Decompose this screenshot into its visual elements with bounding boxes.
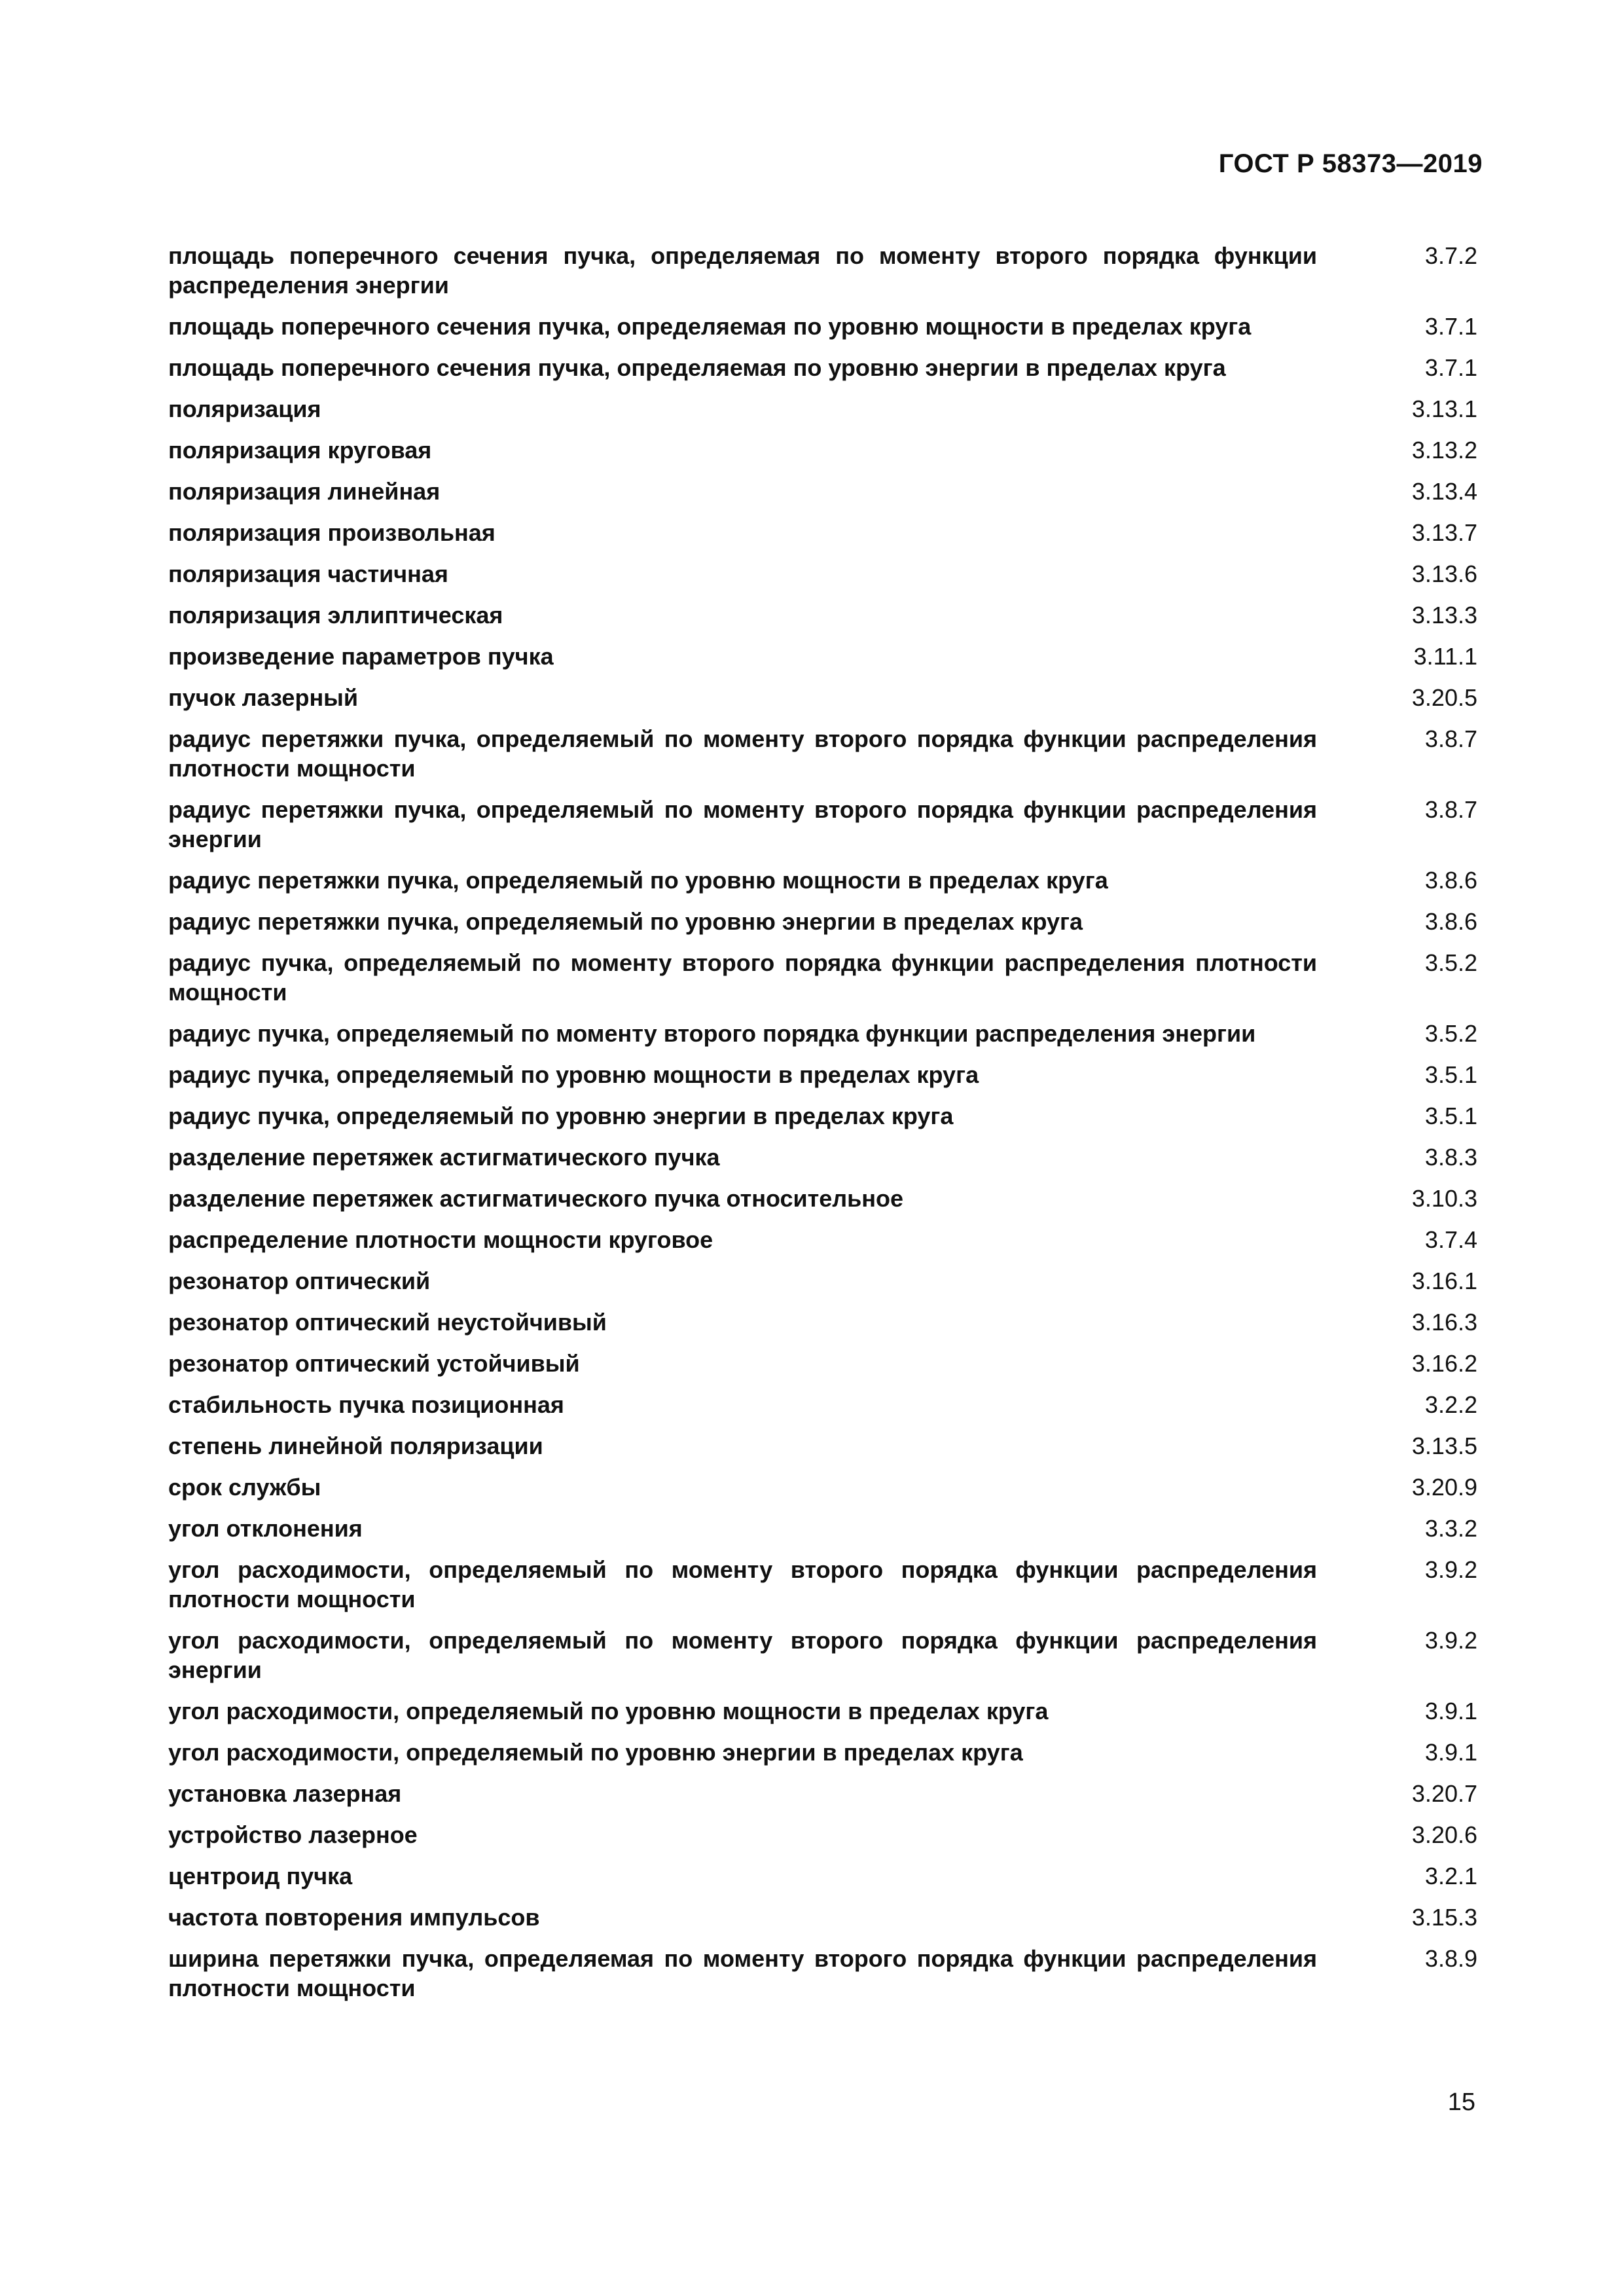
alphabetical-index-list	[168, 241, 1477, 2014]
index-term: срок службы	[168, 1474, 321, 1501]
index-entry	[168, 1060, 1477, 1089]
index-reference: 3.13.4	[1411, 478, 1477, 505]
index-entry	[168, 312, 1477, 341]
index-reference: 3.7.1	[1424, 354, 1477, 381]
index-term: частота повторения импульсов	[168, 1904, 540, 1931]
index-term: угол расходимости, определяемый по моменту второго порядка функции распределения плотности мощности	[168, 1556, 1317, 1613]
index-term: резонатор оптический	[168, 1267, 431, 1294]
index-term: устройство лазерное	[168, 1821, 418, 1848]
index-entry	[168, 866, 1477, 895]
page-number: 15	[1447, 2088, 1475, 2116]
index-entry	[168, 1142, 1477, 1172]
index-reference: 3.20.7	[1411, 1780, 1477, 1807]
index-reference: 3.10.3	[1411, 1185, 1477, 1212]
document-standard-header: ГОСТ Р 58373—2019	[1218, 149, 1483, 178]
index-reference: 3.5.1	[1424, 1102, 1477, 1129]
index-reference: 3.15.3	[1411, 1904, 1477, 1931]
index-reference: 3.8.6	[1424, 908, 1477, 935]
index-term: стабильность пучка позиционная	[168, 1391, 564, 1418]
index-entry	[168, 1626, 1477, 1685]
index-term: радиус перетяжки пучка, определяемый по моменту второго порядка функции распределения энергии	[168, 796, 1317, 852]
index-reference: 3.7.4	[1424, 1226, 1477, 1253]
index-entry	[168, 1431, 1477, 1461]
index-reference: 3.5.1	[1424, 1061, 1477, 1088]
index-term: радиус пучка, определяемый по моменту второго порядка функции распределения плотности мощности	[168, 949, 1317, 1006]
index-reference: 3.13.1	[1411, 395, 1477, 422]
index-term: произведение параметров пучка	[168, 643, 554, 670]
index-term: поляризация частичная	[168, 560, 448, 587]
index-entry	[168, 1101, 1477, 1131]
index-term: распределение плотности мощности круговое	[168, 1226, 713, 1253]
index-entry	[168, 353, 1477, 382]
index-entry	[168, 435, 1477, 465]
index-reference: 3.9.1	[1424, 1698, 1477, 1724]
index-entry	[168, 1019, 1477, 1048]
index-term: поляризация произвольная	[168, 519, 496, 546]
index-reference: 3.8.9	[1424, 1945, 1477, 1972]
index-reference: 3.7.1	[1424, 313, 1477, 340]
index-entry	[168, 1514, 1477, 1543]
index-entry	[168, 948, 1477, 1007]
index-term: поляризация эллиптическая	[168, 602, 503, 629]
index-entry	[168, 683, 1477, 712]
index-entry	[168, 1738, 1477, 1767]
index-term: радиус пучка, определяемый по моменту второго порядка функции распределения энергии	[168, 1020, 1256, 1047]
index-reference: 3.8.3	[1424, 1144, 1477, 1171]
index-reference: 3.7.2	[1424, 242, 1477, 269]
index-term: резонатор оптический устойчивый	[168, 1350, 580, 1377]
index-term: резонатор оптический неустойчивый	[168, 1309, 607, 1336]
index-reference: 3.8.7	[1424, 796, 1477, 823]
index-term: разделение перетяжек астигматического пучка относительное	[168, 1185, 904, 1212]
index-entry	[168, 600, 1477, 630]
index-reference: 3.13.3	[1411, 602, 1477, 629]
index-entry	[168, 1555, 1477, 1614]
index-entry	[168, 907, 1477, 936]
index-term: радиус пучка, определяемый по уровню мощности в пределах круга	[168, 1061, 979, 1088]
index-term: ширина перетяжки пучка, определяемая по моменту второго порядка функции распределения плотности мощности	[168, 1945, 1317, 2001]
index-reference: 3.8.6	[1424, 867, 1477, 894]
index-entry	[168, 1307, 1477, 1337]
index-entry	[168, 1944, 1477, 2003]
index-reference: 3.20.9	[1411, 1474, 1477, 1501]
index-reference: 3.3.2	[1424, 1515, 1477, 1542]
index-entry	[168, 1903, 1477, 1932]
index-term: разделение перетяжек астигматического пучка	[168, 1144, 720, 1171]
index-reference: 3.9.2	[1424, 1627, 1477, 1654]
index-term: угол расходимости, определяемый по моменту второго порядка функции распределения энергии	[168, 1627, 1317, 1683]
index-entry	[168, 477, 1477, 506]
index-reference: 3.16.1	[1411, 1267, 1477, 1294]
index-entry	[168, 1266, 1477, 1296]
index-entry	[168, 1820, 1477, 1850]
index-term: угол отклонения	[168, 1515, 363, 1542]
index-reference: 3.16.2	[1411, 1350, 1477, 1377]
index-term: центроид пучка	[168, 1863, 353, 1889]
index-term: установка лазерная	[168, 1780, 402, 1807]
index-term: угол расходимости, определяемый по уровню мощности в пределах круга	[168, 1698, 1049, 1724]
index-term: площадь поперечного сечения пучка, определяемая по моменту второго порядка функции распределения энергии	[168, 242, 1317, 299]
index-term: радиус перетяжки пучка, определяемый по уровню мощности в пределах круга	[168, 867, 1108, 894]
index-entry	[168, 1390, 1477, 1419]
index-term: степень линейной поляризации	[168, 1432, 543, 1459]
index-entry	[168, 1349, 1477, 1378]
index-reference: 3.5.2	[1424, 1020, 1477, 1047]
index-entry	[168, 642, 1477, 671]
index-entry	[168, 795, 1477, 854]
index-term: угол расходимости, определяемый по уровню энергии в пределах круга	[168, 1739, 1023, 1766]
index-entry	[168, 1696, 1477, 1726]
index-term: площадь поперечного сечения пучка, определяемая по уровню энергии в пределах круга	[168, 354, 1226, 381]
index-entry	[168, 1184, 1477, 1213]
index-reference: 3.13.2	[1411, 437, 1477, 464]
index-reference: 3.5.2	[1424, 949, 1477, 976]
index-reference: 3.9.1	[1424, 1739, 1477, 1766]
index-term: радиус пучка, определяемый по уровню энергии в пределах круга	[168, 1102, 954, 1129]
index-reference: 3.8.7	[1424, 725, 1477, 752]
index-entry	[168, 724, 1477, 783]
index-entry	[168, 1225, 1477, 1254]
index-reference: 3.16.3	[1411, 1309, 1477, 1336]
index-term: радиус перетяжки пучка, определяемый по уровню энергии в пределах круга	[168, 908, 1083, 935]
index-entry	[168, 1472, 1477, 1502]
index-term: поляризация линейная	[168, 478, 441, 505]
index-entry	[168, 1861, 1477, 1891]
index-term: радиус перетяжки пучка, определяемый по моменту второго порядка функции распределения плотности мощности	[168, 725, 1317, 782]
index-entry	[168, 394, 1477, 424]
index-reference: 3.2.1	[1424, 1863, 1477, 1889]
index-entry	[168, 241, 1477, 300]
index-entry	[168, 518, 1477, 547]
index-entry	[168, 1779, 1477, 1808]
index-reference: 3.11.1	[1413, 643, 1477, 670]
index-reference: 3.13.5	[1411, 1432, 1477, 1459]
index-reference: 3.2.2	[1424, 1391, 1477, 1418]
index-reference: 3.13.6	[1411, 560, 1477, 587]
index-reference: 3.20.6	[1411, 1821, 1477, 1848]
index-entry	[168, 559, 1477, 589]
index-reference: 3.13.7	[1411, 519, 1477, 546]
index-term: поляризация	[168, 395, 321, 422]
index-reference: 3.20.5	[1411, 684, 1477, 711]
index-reference: 3.9.2	[1424, 1556, 1477, 1583]
index-term: поляризация круговая	[168, 437, 432, 464]
index-term: пучок лазерный	[168, 684, 359, 711]
index-term: площадь поперечного сечения пучка, определяемая по уровню мощности в пределах круга	[168, 313, 1252, 340]
